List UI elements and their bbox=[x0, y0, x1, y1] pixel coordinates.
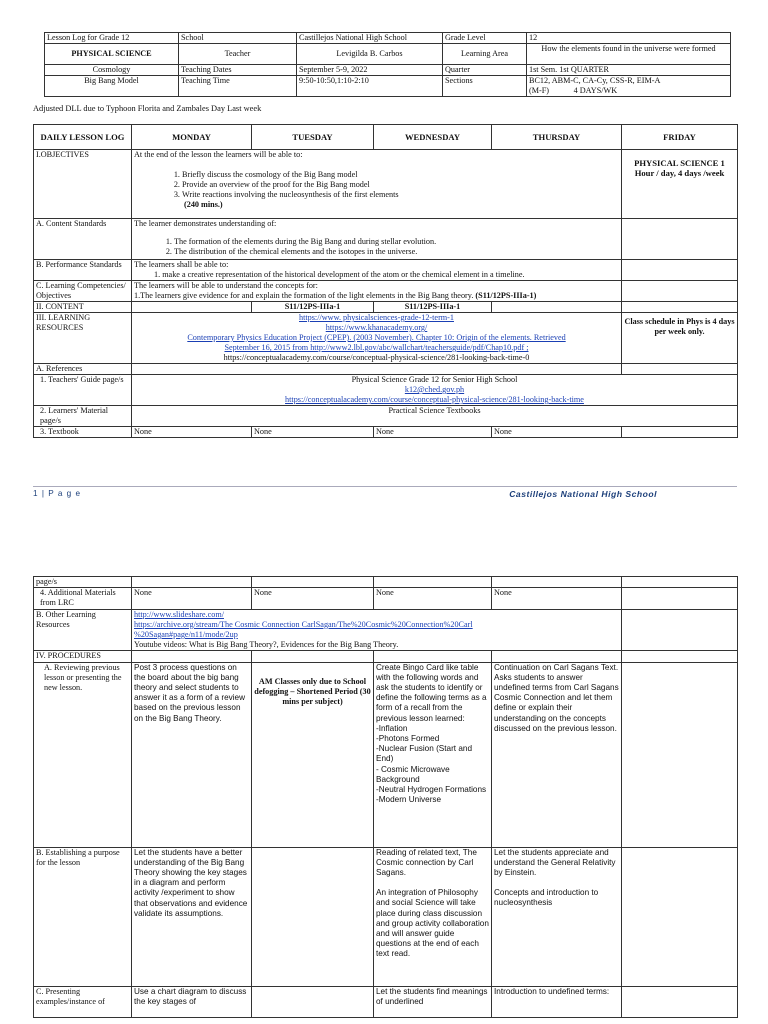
empty-cell bbox=[622, 577, 738, 588]
objective-item: 1. Briefly discuss the cosmology of the Big Bang model bbox=[182, 170, 619, 180]
objectives-content bbox=[132, 150, 622, 219]
content-wednesday: S11/12PS-IIIa-1 bbox=[374, 302, 492, 313]
page-2 bbox=[0, 574, 768, 1024]
learning-area-label: Learning Area bbox=[443, 44, 527, 65]
empty-cell bbox=[622, 662, 738, 847]
sections-value-line-2: (M-F) 4 DAYS/WK bbox=[529, 86, 618, 95]
sections-value bbox=[527, 76, 731, 97]
resource-plain: https://conceptualacademy.com/course/conceptual-physical-science/281-looking-back-time-0 bbox=[223, 353, 530, 362]
performance-standards-item: 1. make a creative representation of the historical development of the atom or the chemical element in a timeline. bbox=[154, 270, 525, 279]
empty-cell bbox=[622, 302, 738, 313]
establishing-wednesday-2: An integration of Philosophy and social Science will take place during class discussion and group activity collaboration and will answer guide questions at the end of each text read. bbox=[376, 888, 489, 959]
content-standards-list bbox=[134, 237, 619, 257]
topic: Cosmology bbox=[45, 65, 179, 76]
empty-cell bbox=[132, 577, 252, 588]
teaching-time-label: Teaching Time bbox=[179, 76, 297, 97]
page-number: 1 | P a g e bbox=[33, 489, 82, 498]
additional-materials-label: 4. Additional Materials from LRC bbox=[34, 588, 132, 609]
empty-cell bbox=[622, 986, 738, 1017]
bingo-term: -Photons Formed bbox=[376, 734, 440, 744]
establishing-wednesday-1: Reading of related text, The Cosmic connection by Carl Sagans. bbox=[376, 847, 477, 878]
archive-link-cont[interactable]: %20Sagan#page/n11/mode/2up bbox=[134, 630, 238, 640]
quarter-label: Quarter bbox=[443, 65, 527, 76]
teacher-value: Levigilda B. Carbos bbox=[297, 44, 443, 65]
empty-cell bbox=[252, 651, 374, 662]
procedures-label: IV. PROCEDURES bbox=[34, 651, 132, 662]
empty-cell bbox=[132, 302, 252, 313]
resource-link[interactable]: September 16, 2015 from http://www2.lbl.gov/abc/wallchart/teachersguide/pdf/Chap10.pdf ; bbox=[224, 343, 529, 352]
empty-cell bbox=[132, 364, 622, 375]
objectives-intro: At the end of the lesson the learners will be able to: bbox=[134, 150, 303, 159]
textbook-thursday: None bbox=[492, 427, 622, 438]
objectives-label: I.OBJECTIVES bbox=[34, 150, 132, 219]
establishing-thursday-1: Let the students appreciate and understand the General Relativity by Einstein. bbox=[494, 847, 616, 878]
resource-link[interactable]: Contemporary Physics Education Project (CPEP). (2003 November). Chapter 10: Origin of the elements. Retrieved bbox=[187, 333, 566, 342]
teaching-dates-label: Teaching Dates bbox=[179, 65, 297, 76]
content-standard-item: 1. The formation of the elements during the Big Bang and during stellar evolution. bbox=[174, 237, 619, 247]
empty-cell bbox=[622, 609, 738, 651]
performance-standards-intro: The learners shall be able to: bbox=[134, 260, 229, 269]
friday-schedule: PHYSICAL SCIENCE 1 Hour / day, 4 days /week bbox=[622, 150, 738, 219]
empty-cell bbox=[374, 651, 492, 662]
empty-cell bbox=[252, 577, 374, 588]
resource-link[interactable]: https://www.khanacademy.org/ bbox=[325, 323, 428, 332]
textbook-wednesday: None bbox=[374, 427, 492, 438]
subject: PHYSICAL SCIENCE bbox=[45, 44, 179, 65]
presenting-label: C. Presenting examples/instance of bbox=[34, 986, 132, 1017]
content-standards-label: A. Content Standards bbox=[34, 219, 132, 260]
teachers-guide-label: 1. Teachers' Guide page/s bbox=[34, 375, 132, 406]
grade-level-label: Grade Level bbox=[443, 33, 527, 44]
competency-code: (S11/12PS-IIIa-1) bbox=[475, 291, 537, 300]
competencies-label: C. Learning Competencies/ Objectives bbox=[34, 281, 132, 302]
empty-cell bbox=[622, 847, 738, 986]
textbook-continued: page/s bbox=[34, 577, 132, 588]
teachers-guide-content bbox=[132, 375, 738, 406]
reviewing-label: A. Reviewing previous lesson or presenting the new lesson. bbox=[34, 662, 132, 847]
other-resources-label: B. Other Learning Resources bbox=[34, 609, 132, 651]
sections-label: Sections bbox=[443, 76, 527, 97]
sections-value-line-1: BC12, ABM-C, CA-Cy, CSS-R, EIM-A bbox=[529, 76, 661, 85]
col-daily-lesson-log: DAILY LESSON LOG bbox=[34, 125, 132, 150]
reviewing-monday: Post 3 process questions on the board about the big bang theory and select students to answer it as a form of a review based on the previous lesson on the Big Bang Theory. bbox=[132, 662, 252, 847]
grade-level-value: 12 bbox=[527, 33, 731, 44]
establishing-thursday bbox=[492, 847, 622, 986]
establishing-wednesday bbox=[374, 847, 492, 986]
empty-cell bbox=[622, 219, 738, 260]
empty-cell bbox=[622, 364, 738, 375]
slideshare-link[interactable]: http://www.slideshare.com/ bbox=[134, 609, 224, 619]
header-table bbox=[44, 32, 731, 97]
reviewing-tuesday: AM Classes only due to School defogging – Shortened Period (30 mins per subject) bbox=[252, 662, 374, 847]
presenting-thursday: Introduction to undefined terms: bbox=[492, 986, 622, 1017]
empty-cell bbox=[622, 427, 738, 438]
empty-cell bbox=[492, 577, 622, 588]
additional-wednesday: None bbox=[374, 588, 492, 609]
school-label: School bbox=[179, 33, 297, 44]
bingo-term: -Modern Universe bbox=[376, 795, 442, 805]
learners-material-label: 2. Learners' Material page/s bbox=[34, 406, 132, 427]
objectives-list bbox=[134, 170, 619, 200]
objectives-duration: (240 mins.) bbox=[184, 200, 223, 209]
col-tuesday: TUESDAY bbox=[252, 125, 374, 150]
youtube-videos: Youtube videos: What is Big Bang Theory?, Evidences for the Big Bang Theory. bbox=[134, 640, 399, 650]
school-value: Castillejos National High School bbox=[297, 33, 443, 44]
page-gap bbox=[0, 510, 768, 574]
establishing-label: B. Establishing a purpose for the lesson bbox=[34, 847, 132, 986]
archive-link[interactable]: https://archive.org/stream/The Cosmic Connection CarlSagan/The%20Cosmic%20Connection%20Carl bbox=[134, 619, 473, 629]
textbook-tuesday: None bbox=[252, 427, 374, 438]
performance-standards-content bbox=[132, 260, 622, 281]
presenting-wednesday: Let the students find meanings of underlined bbox=[374, 986, 492, 1017]
content-standards-intro: The learner demonstrates understanding of: bbox=[134, 219, 277, 228]
bingo-term: -Neutral Hydrogen Formations bbox=[376, 785, 487, 795]
learning-area-value: How the elements found in the universe were formed bbox=[527, 44, 731, 65]
additional-tuesday: None bbox=[252, 588, 374, 609]
additional-monday: None bbox=[132, 588, 252, 609]
empty-cell bbox=[622, 281, 738, 302]
resources-label: III. LEARNING RESOURCES bbox=[34, 313, 132, 364]
presenting-monday: Use a chart diagram to discuss the key stages of bbox=[132, 986, 252, 1017]
friday-note: Class schedule in Phys is 4 days per week only. bbox=[622, 313, 738, 364]
competencies-item-text: 1.The learners give evidence for and explain the formation of the light elements in the Big Bang theory. bbox=[134, 291, 474, 300]
teachers-guide-link[interactable]: https://conceptualacademy.com/course/conceptual-physical-science/281-looking-back-time bbox=[285, 395, 584, 404]
bingo-term: - Cosmic Microwave Background bbox=[376, 764, 450, 784]
additional-thursday: None bbox=[492, 588, 622, 609]
content-label: II. CONTENT bbox=[34, 302, 132, 313]
content-standard-item: 2. The distribution of the chemical elements and the isotopes in the universe. bbox=[174, 247, 619, 257]
reviewing-wednesday bbox=[374, 662, 492, 847]
performance-standards-label: B. Performance Standards bbox=[34, 260, 132, 281]
col-wednesday: WEDNESDAY bbox=[374, 125, 492, 150]
lesson-log-label: Lesson Log for Grade 12 bbox=[45, 33, 179, 44]
teaching-time-value: 9:50-10:50,1:10-2:10 bbox=[297, 76, 443, 97]
empty-cell bbox=[622, 588, 738, 609]
col-thursday: THURSDAY bbox=[492, 125, 622, 150]
footer-school: Castillejos National High School bbox=[509, 489, 657, 499]
page-1 bbox=[0, 0, 768, 510]
col-monday: MONDAY bbox=[132, 125, 252, 150]
teaching-dates-value: September 5-9, 2022 bbox=[297, 65, 443, 76]
textbook-label: 3. Textbook bbox=[34, 427, 132, 438]
col-friday: FRIDAY bbox=[622, 125, 738, 150]
adjusted-note: Adjusted DLL due to Typhoon Florita and Zambales Day Last week bbox=[33, 104, 262, 113]
empty-cell bbox=[622, 260, 738, 281]
objective-item: 3. Write reactions involving the nucleosynthesis of the first elements bbox=[182, 190, 619, 200]
teacher-label: Teacher bbox=[179, 44, 297, 65]
teachers-guide-email[interactable]: k12@ched.gov.ph bbox=[404, 385, 465, 394]
textbook-monday: None bbox=[132, 427, 252, 438]
establishing-thursday-2: Concepts and introduction to nucleosynthesis bbox=[494, 888, 599, 908]
competencies-item bbox=[134, 291, 619, 301]
empty-cell bbox=[492, 651, 622, 662]
objective-item: 2. Provide an overview of the proof for the Big Bang model bbox=[182, 180, 619, 190]
establishing-monday: Let the students have a better understanding of the Big Bang Theory showing the key stages in a diagram and perform activity /experiment to show that observations and evidence validate its assumptions. bbox=[132, 847, 252, 986]
quarter-value: 1st Sem. 1st QUARTER bbox=[527, 65, 731, 76]
reviewing-thursday: Continuation on Carl Sagans Text. Asks students to answer undefined terms from Carl Sagans Cosmic Connection and let them define or explain their understanding on the concepts discussed on the previous lesson. bbox=[492, 662, 622, 847]
model: Big Bang Model bbox=[45, 76, 179, 97]
empty-cell bbox=[132, 651, 252, 662]
competencies-content bbox=[132, 281, 622, 302]
empty-cell bbox=[622, 651, 738, 662]
lesson-log-table bbox=[33, 124, 738, 438]
empty-cell bbox=[374, 577, 492, 588]
bingo-term: -Inflation bbox=[376, 723, 408, 733]
empty-cell bbox=[252, 847, 374, 986]
other-resources-content bbox=[132, 609, 622, 651]
references-label: A. References bbox=[34, 364, 132, 375]
empty-cell bbox=[492, 302, 622, 313]
page-footer bbox=[33, 486, 737, 503]
teachers-guide-title: Physical Science Grade 12 for Senior High School bbox=[351, 375, 518, 384]
bingo-term: -Nuclear Fusion (Start and End) bbox=[376, 744, 473, 764]
lesson-log-table-continued bbox=[33, 576, 738, 1018]
learners-material-value: Practical Science Textbooks bbox=[132, 406, 738, 427]
resource-link[interactable]: https://www. physicalsciences-grade-12-term-1 bbox=[299, 313, 454, 322]
competencies-intro: The learners will be able to understand the concepts for: bbox=[134, 281, 318, 290]
resources-content bbox=[132, 313, 622, 364]
bingo-intro: Create Bingo Card like table with the following words and ask the students to identify or define the following terms as a form of a recall from the previous lesson learned: bbox=[376, 662, 487, 723]
empty-cell bbox=[252, 986, 374, 1017]
content-tuesday: S11/12PS-IIIa-1 bbox=[252, 302, 374, 313]
content-standards-content bbox=[132, 219, 622, 260]
